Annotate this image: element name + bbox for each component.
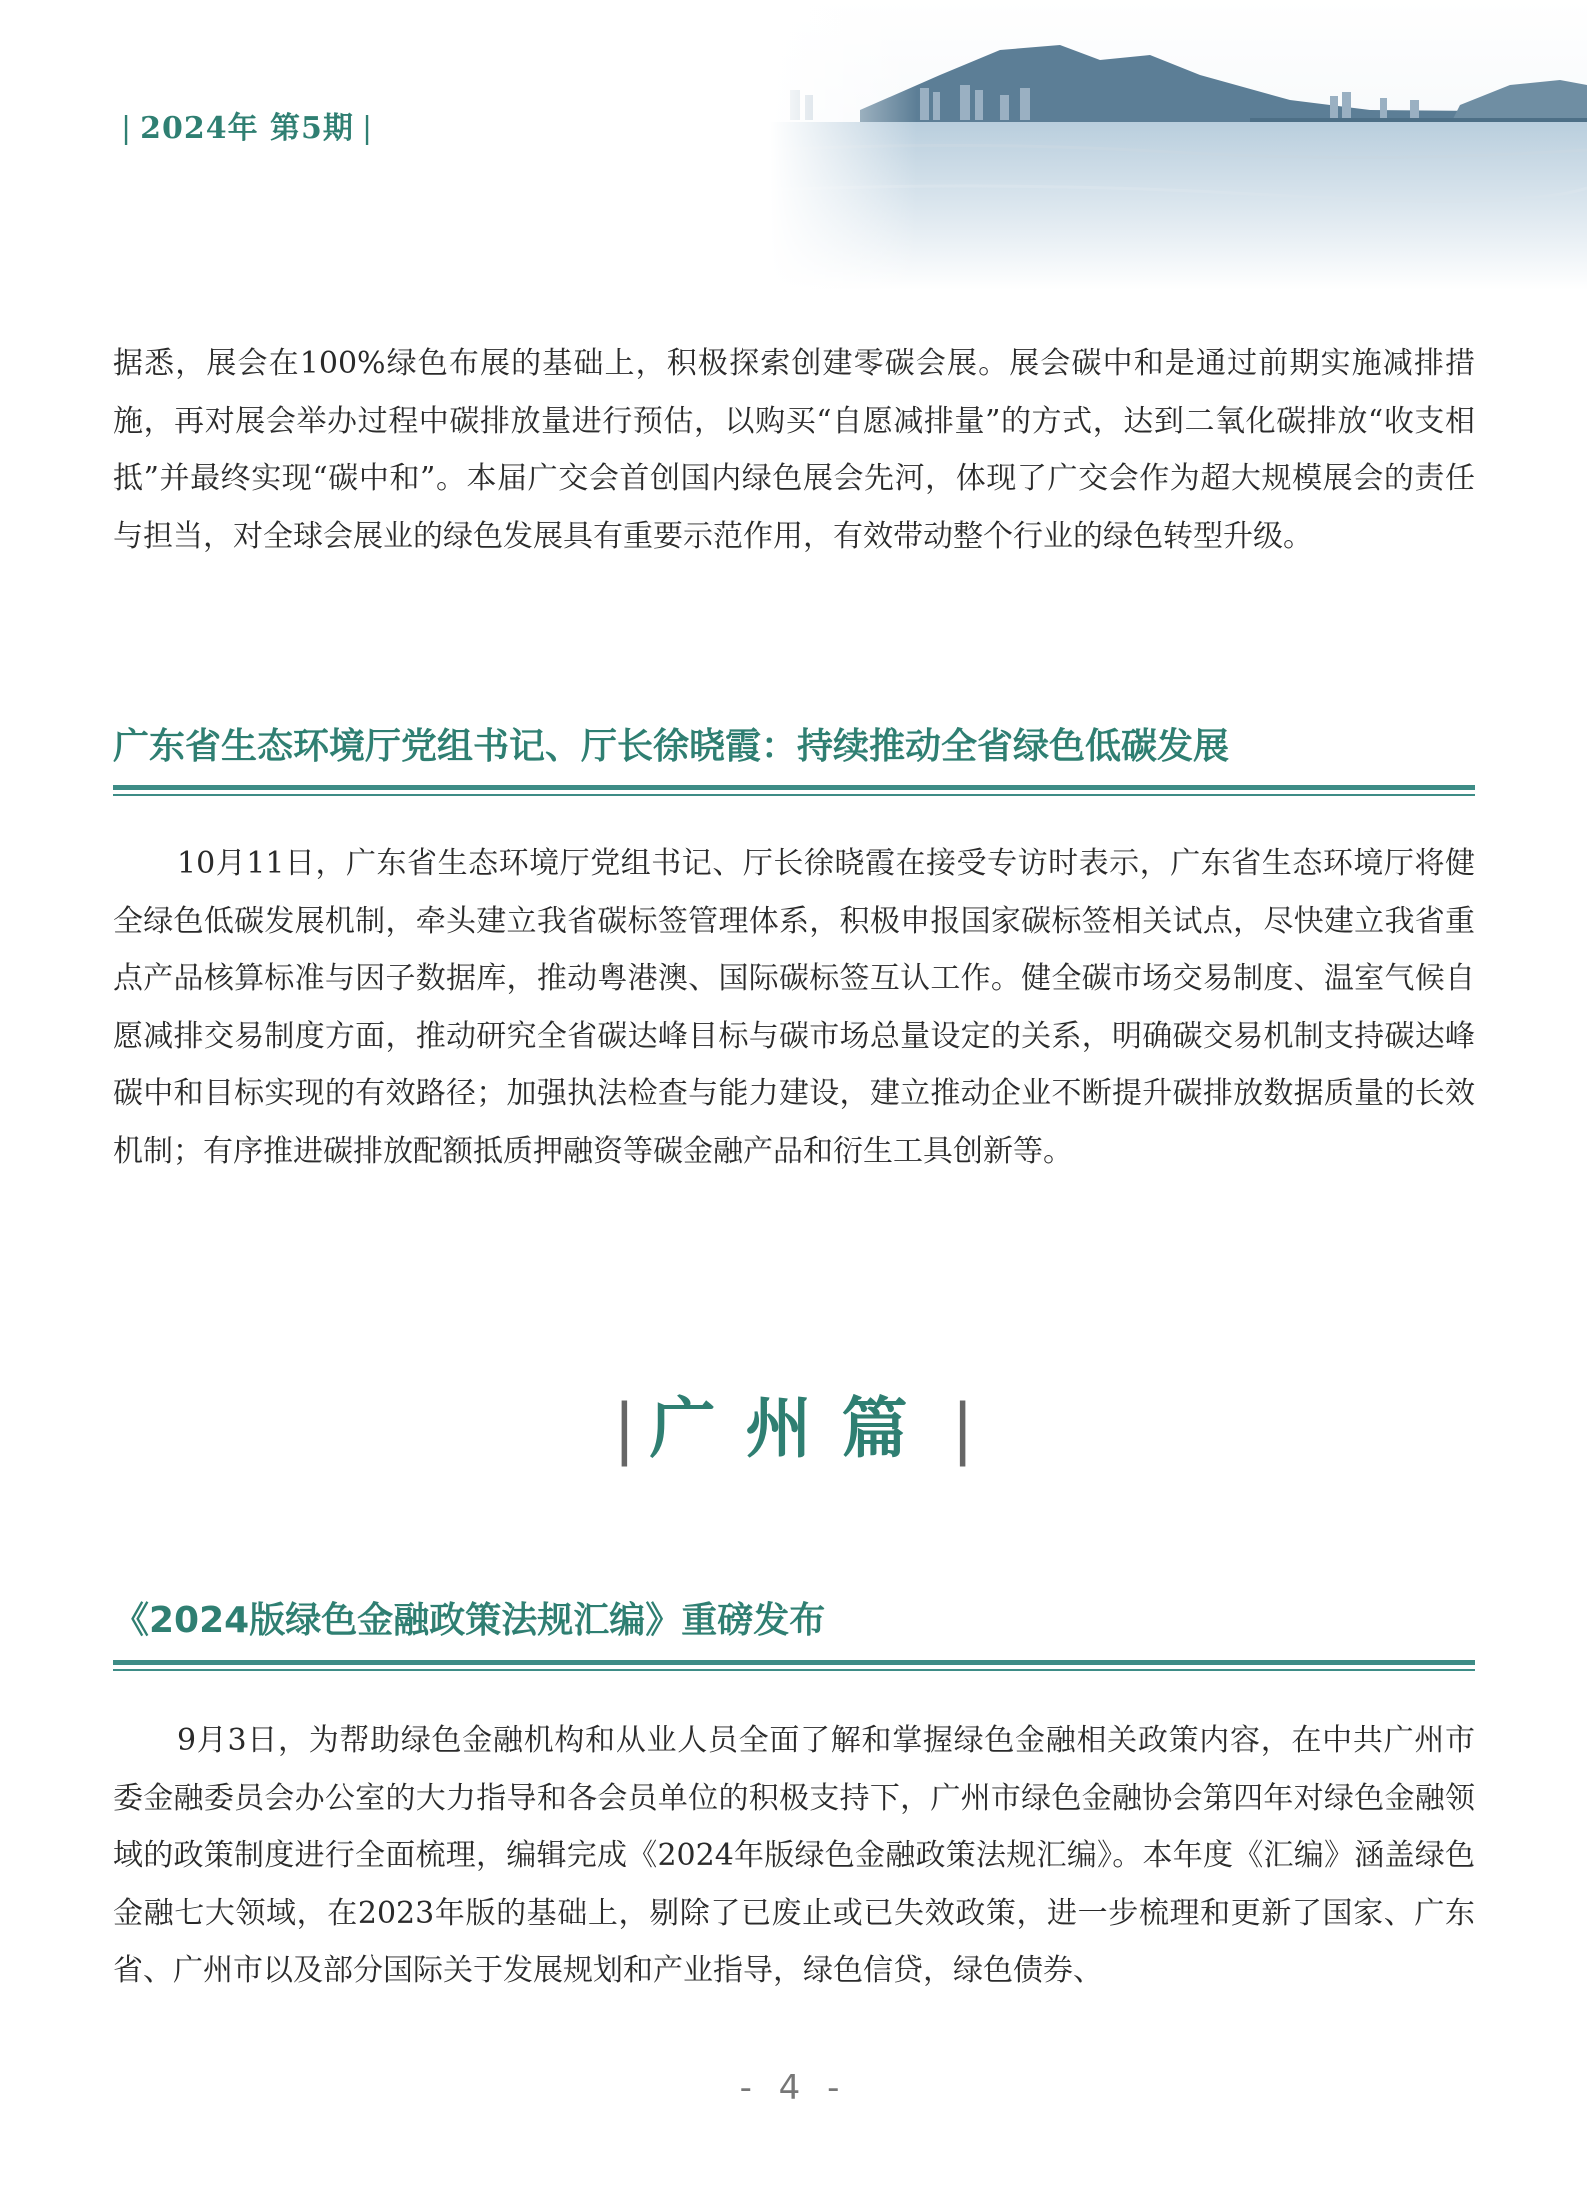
chapter-title: 广州篇 <box>649 1390 938 1467</box>
section-title-guangdong: 广东省生态环境厅党组书记、厅长徐晓霞：持续推动全省绿色低碳发展 <box>113 726 1230 767</box>
section-body-guangzhou: 9月3日，为帮助绿色金融机构和从业人员全面了解和掌握绿色金融相关政策内容，在中共广州市委金融委员会办公室的大力指导和各会员单位的积极支持下，广州市绿色金融协会第四年对绿色金融领域的政策制度进行全面梳理，编辑完成《2024年版绿色金融政策法规汇编》。本年度《汇编》涵盖绿色金融七大领域，在2023年版的基础上，剔除了已废止或已失效政策，进一步梳理和更新了国家、广东省、广州市以及部分国际关于发展规划和产业指导，绿色信贷，绿色债券、 <box>113 1723 1475 1988</box>
section-title-guangzhou: 《2024版绿色金融政策法规汇编》重磅发布 <box>113 1600 826 1641</box>
section-divider-1 <box>113 785 1475 796</box>
chapter-heading <box>0 1375 1587 1470</box>
chapter-right-bar: | <box>951 1390 974 1467</box>
header-landscape-image <box>770 0 1587 290</box>
section-divider-2 <box>113 1660 1475 1671</box>
page-number: - 4 - <box>739 2068 848 2108</box>
chapter-left-bar: | <box>613 1390 636 1467</box>
issue-left-bar: | <box>121 111 133 146</box>
issue-right-bar: | <box>361 111 374 146</box>
section-body-guangdong: 10月11日，广东省生态环境厅党组书记、厅长徐晓霞在接受专访时表示，广东省生态环境厅将健全绿色低碳发展机制，牵头建立我省碳标签管理体系，积极申报国家碳标签相关试点，尽快建立我省重点产品核算标准与因子数据库，推动粤港澳、国际碳标签互认工作。健全碳市场交易制度、温室气候自愿减排交易制度方面，推动研究全省碳达峰目标与碳市场总量设定的关系，明确碳交易机制支持碳达峰碳中和目标实现的有效路径；加强执法检查与能力建设，建立推动企业不断提升碳排放数据质量的长效机制；有序推进碳排放配额抵质押融资等碳金融产品和衍生工具创新等。 <box>113 846 1475 1169</box>
intro-paragraph: 据悉，展会在100%绿色布展的基础上，积极探索创建零碳会展。展会碳中和是通过前期实施减排措施，再对展会举办过程中碳排放量进行预估，以购买“自愿减排量”的方式，达到二氧化碳排放“收支相抵”并最终实现“碳中和”。本届广交会首创国内绿色展会先河，体现了广交会作为超大规模展会的责任与担当，对全球会展业的绿色发展具有重要示范作用，有效带动整个行业的绿色转型升级。 <box>113 346 1475 554</box>
issue-label <box>113 103 381 147</box>
issue-text: 2024年 第5期 <box>140 111 354 146</box>
